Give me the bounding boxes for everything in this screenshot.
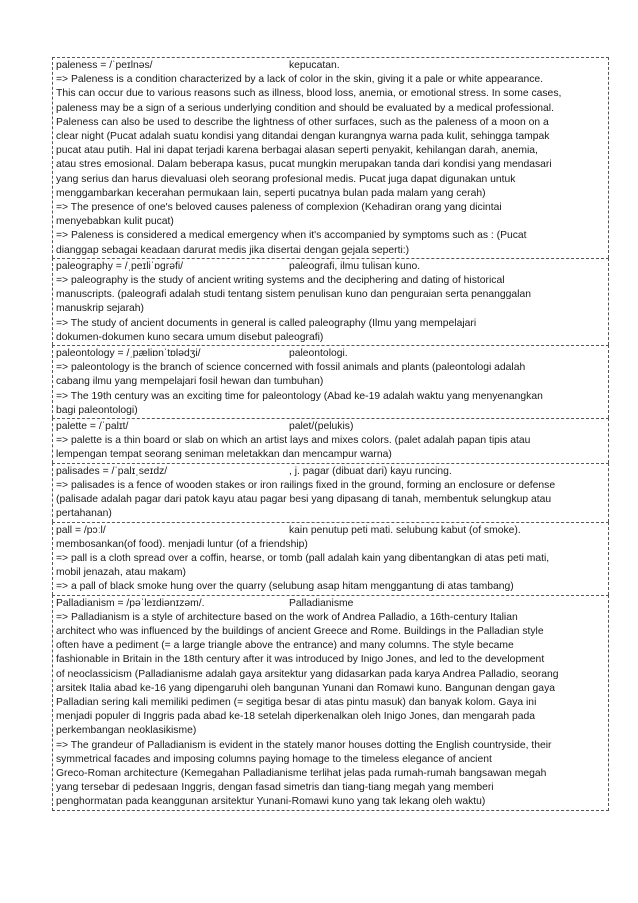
indonesian-gloss: paleontologi. <box>289 348 348 360</box>
definition-line: => The grandeur of Palladianism is evident in the stately manor houses dotting the English countryside, their <box>56 739 552 751</box>
definition-line: menyebabkan kulit pucat) <box>56 216 174 228</box>
indonesian-gloss: kain penutup peti mati. selubung kabut (of smoke). <box>289 524 521 536</box>
definition-line: menggambarkan kecerahan permukaan lain, seperti pucatnya bulan pada malam yang cerah) <box>56 187 486 199</box>
dictionary-entry <box>52 522 609 595</box>
headword-pronunciation: paleontology = /ˌpæliɒnˈtɒlədʒi/ <box>56 348 201 360</box>
definition-line: => Paleness is considered a medical emergency when it's accompanied by symptoms such as : (Pucat <box>56 230 527 242</box>
definition-line: (palisade adalah pagar dari patok kayu atau pagar besi yang dipasang di tanah, membentuk selungkup atau <box>56 494 552 506</box>
definition-line: dokumen-dokumen kuno secara umum disebut paleografi) <box>56 331 324 343</box>
definition-line: => palette is a thin board or slab on which an artist lays and mixes colors. (palet adalah papan tipis atau <box>56 435 531 447</box>
definition-line: Greco-Roman architecture (Kemegahan Palladianisme terlihat jelas pada rumah-rumah bangsawan megah <box>56 767 547 779</box>
entry-headword-line <box>56 347 606 361</box>
definition-line: yang tersebar di pedesaan Inggris, dengan fasad simetris dan tiang-tiang megah yang memberi <box>56 782 494 794</box>
definition-line: membosankan(of food). menjadi luntur (of a friendship) <box>56 538 308 550</box>
definition-line: atau stres emosional. Dalam beberapa kasus, pucat mungkin merupakan tanda dari kondisi yang mendasari <box>56 159 552 171</box>
definition-line: arsitek Italia abad ke-16 yang dipengaruhi oleh bangunan Yunani dan Romawi kuno. Bangunan dengan gaya <box>56 682 555 694</box>
definition-line: dianggap sebagai keadaan darurat medis jika disertai dengan gejala seperti:) <box>56 244 410 256</box>
definition-line: perkembangan neoklasikisme) <box>56 725 197 737</box>
definition-line: cabang ilmu yang mempelajari fosil hewan dan tumbuhan) <box>56 376 324 388</box>
headword-pronunciation: palette = /ˈpalɪt/ <box>56 421 129 433</box>
headword-pronunciation: palisades = /ˈpalɪˌseɪdz/ <box>56 465 168 477</box>
indonesian-gloss: Palladianisme <box>289 597 354 609</box>
definition-line: menjadi populer di Inggris pada abad ke-18 setelah diperkenalkan oleh Inigo Jones, dan mengarah pada <box>56 711 536 723</box>
definition-line: bagi paleontologi) <box>56 404 138 416</box>
definition-line: pucat atau putih. Hal ini dapat terjadi karena berbagai alasan seperti penyakit, kehilangan darah, anemia, <box>56 145 538 157</box>
definition-line: => The study of ancient documents in general is called paleography (Ilmu yang mempelajari <box>56 317 477 329</box>
definition-line: => Palladianism is a style of architecture based on the work of Andrea Palladio, a 16th-century Italian <box>56 611 518 623</box>
definition-line: fashionable in Britain in the 18th century after it was introduced by Inigo Jones, and led to the development <box>56 654 545 666</box>
dictionary-entry <box>52 463 609 522</box>
definition-line: => pall is a cloth spread over a coffin, hearse, or tomb (pall adalah kain yang dibentangkan di atas peti mati, <box>56 552 550 564</box>
dictionary-entry <box>52 595 609 811</box>
definition-line: => The 19th century was an exciting time for paleontology (Abad ke-19 adalah waktu yang menyenangkan <box>56 390 543 402</box>
definition-line: => paleography is the study of ancient writing systems and the deciphering and dating of historical <box>56 275 505 287</box>
definition-line: => The presence of one's beloved causes paleness of complexion (Kehadiran orang yang dicintai <box>56 202 502 214</box>
definition-line: Palladian sering kali memiliki pedimen (= segitiga besar di atas pintu masuk) dan banyak kolom. Gaya ini <box>56 696 537 708</box>
definition-line: of neoclassicism (Palladianisme adalah gaya arsitektur yang didasarkan pada karya Andrea Palladio, seorang <box>56 668 559 680</box>
definition-line: architect who was influenced by the buildings of ancient Greece and Rome. Buildings in the Palladian style <box>56 625 544 637</box>
indonesian-gloss: palet/(pelukis) <box>289 421 354 433</box>
dictionary-entry <box>52 418 609 463</box>
headword-pronunciation: pall = /pɔːl/ <box>56 524 106 536</box>
definition-line: Paleness can also be used to describe the lightness of other surfaces, such as the paleness of a moon on a <box>56 116 549 128</box>
definition-line: penghormatan pada keanggunan arsitektur Yunani-Romawi kuno yang tak lekang oleh waktu) <box>56 796 486 808</box>
definition-line: => palisades is a fence of wooden stakes or iron railings fixed in the ground, forming an enclosure or defense <box>56 479 556 491</box>
definition-line: yang serius dan harus dievaluasi oleh seorang profesional medis. Pucat juga dapat digunakan untuk <box>56 173 516 185</box>
definition-line: This can occur due to various reasons such as illness, blood loss, anemia, or emotional stress. In some cases, <box>56 88 562 100</box>
definition-line: => a pall of black smoke hung over the quarry (selubung asap hitam menggantung di atas tambang) <box>56 581 514 593</box>
indonesian-gloss: , j. pagar (dibuat dari) kayu runcing. <box>289 465 452 477</box>
definition-line: => paleontology is the branch of science concerned with fossil animals and plants (paleontologi adalah <box>56 362 526 374</box>
dictionary-entry <box>52 57 609 258</box>
indonesian-gloss: kepucatan. <box>289 60 340 71</box>
definition-line: mobil jenazah, atau makam) <box>56 567 186 579</box>
definition-line: clear night (Pucat adalah suatu kondisi yang ditandai dengan kurangnya warna pada kulit, sehingga tampak <box>56 131 550 143</box>
definition-line: paleness may be a sign of a serious underlying condition and should be evaluated by a medical professional. <box>56 102 554 114</box>
entry-headword-line <box>56 465 606 479</box>
dictionary-document <box>52 57 609 811</box>
entry-headword-line <box>56 260 606 274</box>
entry-headword-line <box>56 420 606 434</box>
definition-line: manuskrip sejarah) <box>56 303 144 315</box>
headword-pronunciation: Palladianism = /pəˈleɪdiənɪzəm/. <box>56 597 205 609</box>
dictionary-entry <box>52 258 609 345</box>
entry-headword-line <box>56 59 606 73</box>
definition-line: => Paleness is a condition characterized by a lack of color in the skin, giving it a pale or white appearance. <box>56 74 544 86</box>
definition-line: pertahanan) <box>56 508 112 520</box>
entry-headword-line <box>56 524 606 538</box>
headword-pronunciation: paleography = /ˌpeɪliˈɒɡrəfi/ <box>56 260 184 272</box>
definition-line: lempengan tempat seorang seniman meletakkan dan mencampur warna) <box>56 449 392 461</box>
definition-line: manuscripts. (paleografi adalah studi tentang sistem penulisan kuno dan penguraian serta penanggalan <box>56 289 531 301</box>
dictionary-entry <box>52 345 609 418</box>
definition-line: often have a pediment (= a large triangle above the entrance) and many columns. The style became <box>56 640 514 652</box>
headword-pronunciation: paleness = /ˈpeɪlnəs/ <box>56 60 153 71</box>
indonesian-gloss: paleografi, ilmu tulisan kuno. <box>289 260 421 272</box>
entry-headword-line <box>56 597 606 611</box>
definition-line: symmetrical facades and imposing columns paying homage to the timeless elegance of ancient <box>56 753 492 765</box>
